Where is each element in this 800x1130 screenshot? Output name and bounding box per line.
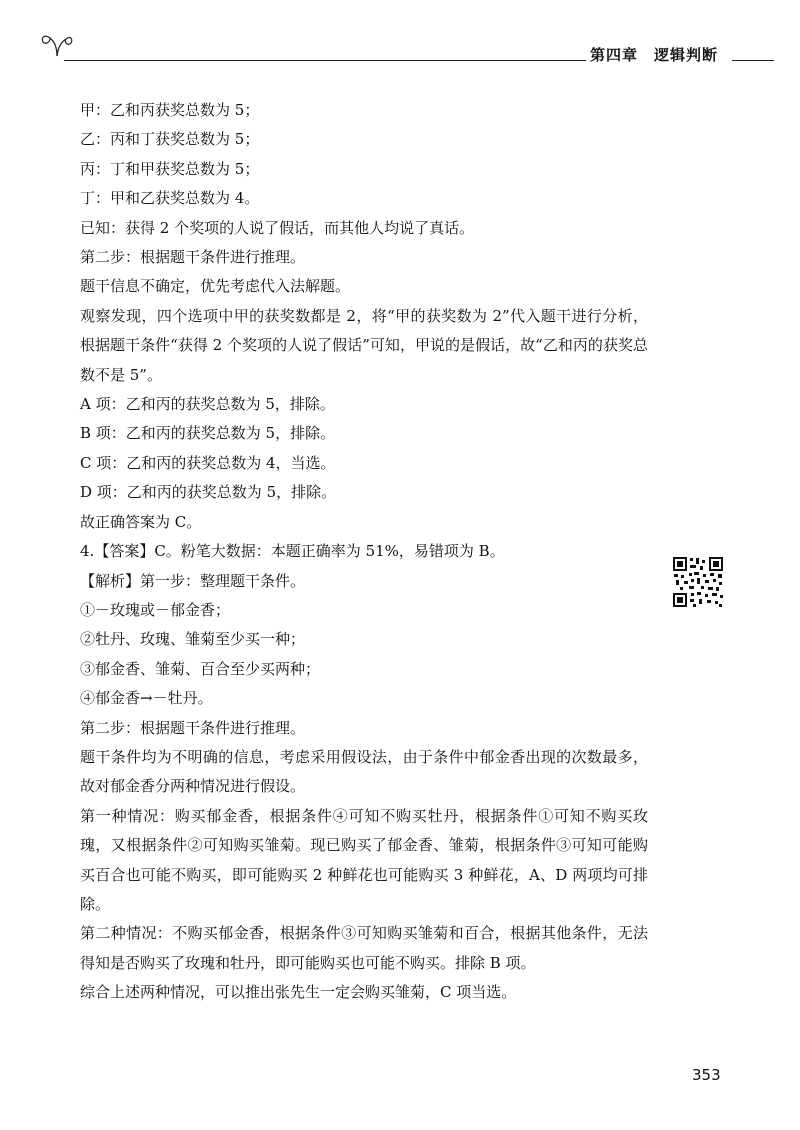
analysis-label: 【解析】 xyxy=(80,571,141,590)
condition-1: ①－玫瑰或－郁金香； xyxy=(80,600,231,619)
q4-answer-text: C。粉笔大数据：本题正确率为 51%，易错项为 B。 xyxy=(154,542,505,561)
case-one-paragraph: 第一种情况：购买郁金香，根据条件④可知不购买牡丹，根据条件①可知不购买玫瑰，又根据条件②可知购买雏菊。现已购买了郁金香、雏菊，根据条件③可知可能购买百合也可能不购买，即可能购买 2 种鲜花也可能购买 3 种鲜花，A、D 两项均可排除。 xyxy=(80,806,648,913)
q4-step-one: 第一步：整理题干条件。 xyxy=(140,571,306,590)
leaf-icon xyxy=(40,30,74,58)
option-c: C 项：乙和丙的获奖总数为 4，当选。 xyxy=(80,453,336,472)
q4-analysis-line xyxy=(80,567,648,596)
statement-yi: 乙：丙和丁获奖总数为 5； xyxy=(80,130,260,149)
answer-label: 【答案】 xyxy=(94,542,155,561)
option-d: D 项：乙和丙的获奖总数为 5，排除。 xyxy=(80,483,337,502)
qr-code-icon[interactable] xyxy=(672,556,724,608)
method-note: 题干信息不确定，优先考虑代入法解题。 xyxy=(80,277,351,296)
chapter-heading xyxy=(590,44,730,65)
option-b: B 项：乙和丙的获奖总数为 5，排除。 xyxy=(80,424,336,443)
option-a: A 项：乙和丙的获奖总数为 5，排除。 xyxy=(80,395,335,414)
page-number: 353 xyxy=(692,1066,721,1084)
answer-line: 故正确答案为 C。 xyxy=(80,512,202,531)
chapter-label: 第四章 xyxy=(590,46,639,64)
condition-3: ③郁金香、雏菊、百合至少买两种； xyxy=(80,659,321,678)
condition-4: ④郁金香→－牡丹。 xyxy=(80,689,213,708)
case-two-paragraph: 第二种情况：不购买郁金香，根据条件③可知购买雏菊和百合，根据其他条件，无法得知是否购买了玫瑰和牡丹，即可能购买也可能不购买。排除 B 项。 xyxy=(80,924,648,972)
condition-2: ②牡丹、玫瑰、雏菊至少买一种； xyxy=(80,630,306,649)
page-header xyxy=(0,0,800,80)
step-two-heading: 第二步：根据题干条件进行推理。 xyxy=(80,248,306,267)
header-rule-right xyxy=(732,60,774,61)
header-rule-left xyxy=(64,60,586,61)
q4-answer-line xyxy=(80,537,648,566)
analysis-paragraph: 观察发现，四个选项中甲的获奖数都是 2，将“甲的获奖数为 2”代入题干进行分析，根据题干条件“获得 2 个奖项的人说了假话”可知，甲说的是假话，故“乙和丙的获奖总数不是 5”。 xyxy=(80,306,648,384)
known-condition: 已知：获得 2 个奖项的人说了假话，而其他人均说了真话。 xyxy=(80,218,475,237)
section-title: 逻辑判断 xyxy=(654,46,719,64)
q4-step-two: 第二步：根据题干条件进行推理。 xyxy=(80,718,306,737)
page-body xyxy=(80,96,648,1008)
statement-ding: 丁：甲和乙获奖总数为 4。 xyxy=(80,189,260,208)
statement-bing: 丙：丁和甲获奖总数为 5； xyxy=(80,159,260,178)
statement-jia: 甲：乙和丙获奖总数为 5； xyxy=(80,101,260,119)
q4-number: 4. xyxy=(80,542,95,561)
assumption-paragraph: 题干条件均为不明确的信息，考虑采用假设法，由于条件中郁金香出现的次数最多，故对郁金香分两种情况进行假设。 xyxy=(80,747,648,796)
conclusion-line: 综合上述两种情况，可以推出张先生一定会购买雏菊，C 项当选。 xyxy=(80,983,517,1002)
